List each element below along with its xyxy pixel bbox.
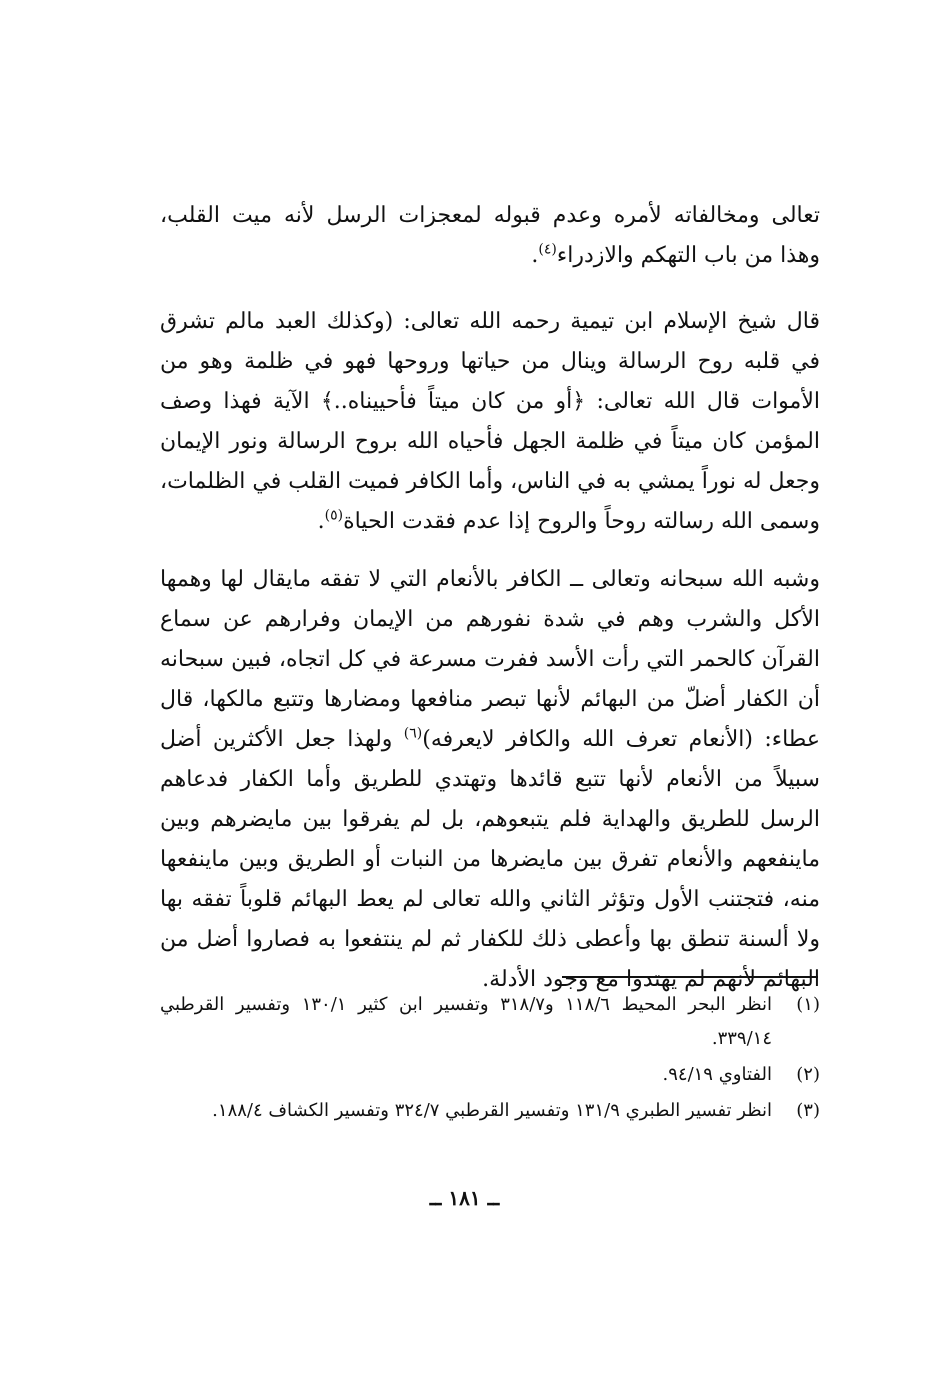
footnote-text: الفتاوي ٩٤/١٩. xyxy=(662,1064,772,1085)
footnote-ref-6: (٦) xyxy=(403,725,423,742)
paragraph-2 xyxy=(160,302,820,542)
paragraph-3-text-b: ولهذا جعل الأكثرين أضل سبيلاً من الأنعام لأنها تتبع قائدها وتهتدي للطريق وأما الكفار فدعاهم الرسل للطريق والهداية فلم يتبعوهم، بل لم يفرقوا بين مايضرهم وبين ماينفعهم والأنعام تفرق بين مايضرها من النبات أو الطريق وبين ماينفعها منه، فتجتنب الأول وتؤثر الثاني والله تعالى لم يعط البهائم قلوباً تفقه بها ولا ألسنة تنطق بها وأعطى ذلك للكفار ثم لم ينتفعوا به فصاروا أضل من البهائم لأنهم لم يهتدوا مع وجود الأدلة. xyxy=(160,727,820,992)
paragraph-3-text-a: وشبه الله سبحانه وتعالى ــ الكافر بالأنعام التي لا تفقه مايقال لها وهمها الأكل والشرب وهم في شدة نفورهم من الإيمان وفرارهم عن سماع القرآن كالحمر التي رأت الأسد ففرت مسرعة في كل اتجاه، فبين سبحانه أن الكفار أضلّ من البهائم لأنها تبصر منافعها ومضارها وتتبع مالكها، قال عطاء: (الأنعام تعرف الله والكافر لايعرفه) xyxy=(160,567,820,752)
footnote-2 xyxy=(160,1058,820,1092)
footnote-text: انظر البحر المحيط ١١٨/٦ و٣١٨/٧ وتفسير ابن كثير ١٣٠/١ وتفسير القرطبي ٣٣٩/١٤. xyxy=(160,994,772,1049)
footnote-number: (٣) xyxy=(796,1100,820,1121)
paragraph-2-text: قال شيخ الإسلام ابن تيمية رحمه الله تعالى: (وكذلك العبد مالم تشرق في قلبه روح الرسالة وينال من حياتها وروحها فهو في ظلمة وهو من الأموات قال الله تعالى: ﴿أو من كان ميتاً فأحييناه..﴾ الآية فهذا وصف المؤمن كان ميتاً في ظلمة الجهل فأحياه الله بروح الرسالة ونور الإيمان وجعل له نوراً يمشي به في الناس، وأما الكافر فميت القلب في الظلمات، وسمى الله رسالته روحاً والروح إذا عدم فقدت الحياة xyxy=(160,309,820,534)
footnote-number: (٢) xyxy=(796,1064,820,1085)
paragraph-1 xyxy=(160,196,820,276)
footnote-number: (١) xyxy=(796,994,820,1015)
footnotes-list xyxy=(160,988,820,1130)
footnote-text: انظر تفسير الطبري ١٣١/٩ وتفسير القرطبي ٣٢٤/٧ وتفسير الكشاف ١٨٨/٤. xyxy=(212,1100,772,1121)
page-number: ــ ١٨١ ــ xyxy=(429,1186,500,1210)
paragraph-1-text: تعالى ومخالفاته لأمره وعدم قبوله لمعجزات الرسل لأنه ميت القلب، وهذا من باب التهكم والازدراء xyxy=(160,203,820,268)
footnote-3 xyxy=(160,1094,820,1128)
paragraph-3 xyxy=(160,560,820,1000)
footnote-1 xyxy=(160,988,820,1056)
footnote-ref-4: (٤) xyxy=(538,241,557,258)
footnote-divider xyxy=(562,976,818,978)
paragraph-1-end: . xyxy=(531,243,539,268)
footnote-ref-5: (٥) xyxy=(324,507,344,524)
paragraph-2-end: . xyxy=(317,509,325,534)
